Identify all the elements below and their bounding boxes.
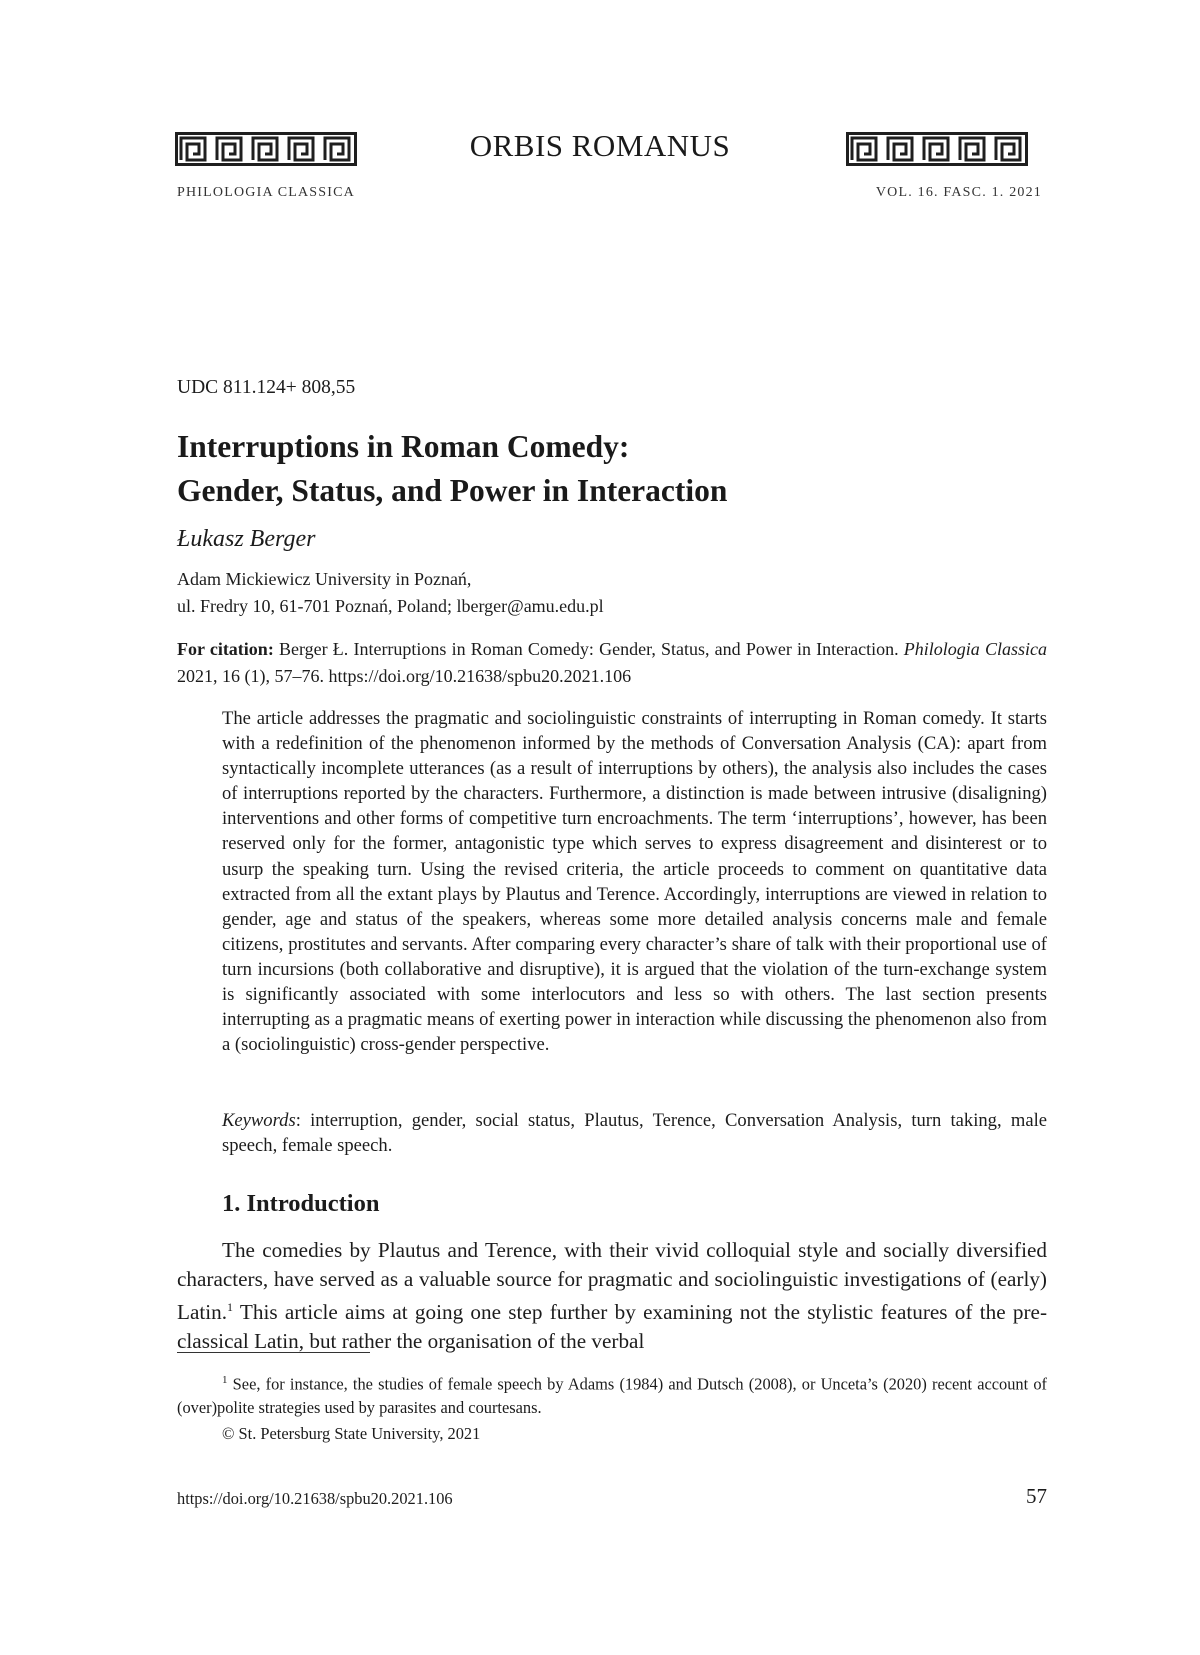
affiliation-line-1: Adam Mickiewicz University in Poznań, (177, 569, 472, 589)
article-title (177, 425, 1057, 513)
journal-title: ORBIS ROMANUS (469, 128, 731, 163)
intro-text-1: The comedies by Plautus and Terence, with their vivid colloquial style and socially diversified characters, have served as a valuable source for pragmatic and sociolinguistic investigations of (early) Latin. (177, 1238, 1047, 1325)
footnote-ref[interactable]: 1 (227, 1300, 234, 1315)
affiliation (177, 566, 604, 620)
citation (177, 636, 1047, 690)
affiliation-line-2: ul. Fredry 10, 61-701 Poznań, Poland; lberger@amu.edu.pl (177, 596, 604, 616)
title-line-1: Interruptions in Roman Comedy: (177, 429, 630, 464)
keywords-label: Keywords (222, 1110, 296, 1131)
page-number: 57 (1026, 1484, 1047, 1508)
title-line-2: Gender, Status, and Power in Interaction (177, 473, 728, 508)
series-name: PHILOLOGIA CLASSICA (177, 185, 355, 200)
citation-journal: Philologia Classica (903, 639, 1047, 659)
citation-label: For citation: (177, 639, 274, 659)
footnote-number: 1 (222, 1374, 228, 1386)
footnote-text: See, for instance, the studies of female speech by Adams (1984) and Dutsch (2008), or Unceta’s (2020) recent account of (over)polite strategies used by parasites and courtesans. (177, 1374, 1047, 1418)
volume-info: VOL. 16. FASC. 1. 2021 (875, 185, 1042, 200)
doi-link[interactable]: https://doi.org/10.21638/spbu20.2021.106 (177, 1489, 453, 1508)
citation-text-1: Berger Ł. Interruptions in Roman Comedy: Gender, Status, and Power in Interaction. (273, 639, 904, 659)
intro-text-2: This article aims at going one step further by examining not the stylistic features of the pre-classical Latin, but rather the organisation of the verbal (177, 1300, 1047, 1353)
abstract: The article addresses the pragmatic and sociolinguistic constraints of interrupting in Roman comedy. It starts with a redefinition of the phenomenon informed by the methods of Conversation Analysis (CA): apart from syntactically incomplete utterances (as a result of interruptions by others), the analysis also includes the cases of interruptions reported by the characters. Furthermore, a distinction is made between intrusive (disaligning) interventions and other forms of competitive turn encroachments. The term ‘interruptions’, however, has been reserved only for the former, antagonistic type which serves to express disagreement and disinterest or to usurp the speaking turn. Using the revised criteria, the article proceeds to comment on quantitative data extracted from all the extant plays by Plautus and Terence. Accordingly, interruptions are viewed in relation to gender, age and status of the speakers, whereas some more detailed analysis concerns male and female citizens, prostitutes and servants. After comparing every character’s share of talk with their proportional use of turn incursions (both collaborative and disruptive), it is argued that the violation of the turn-exchange system is significantly associated with some interlocutors and less so with others. The last section presents interrupting as a pragmatic means of exerting power in interaction while discussing the phenomenon also from a (sociolinguistic) cross-gender perspective. (222, 708, 1047, 1056)
footnote (177, 1368, 1047, 1420)
keywords (222, 1108, 1047, 1158)
section-heading: 1. Introduction (222, 1190, 380, 1217)
udc-code: UDC 811.124+ 808,55 (177, 377, 356, 398)
keywords-text: : interruption, gender, social status, Plautus, Terence, Conversation Analysis, turn taking, male speech, female speech. (222, 1110, 1047, 1157)
copyright: © St. Petersburg State University, 2021 (222, 1424, 481, 1443)
intro-paragraph (177, 1236, 1047, 1355)
citation-text-2: 2021, 16 (1), 57–76. https://doi.org/10.21638/spbu20.2021.106 (177, 666, 632, 686)
author-name: Łukasz Berger (177, 526, 316, 552)
footnote-divider (177, 1352, 370, 1353)
